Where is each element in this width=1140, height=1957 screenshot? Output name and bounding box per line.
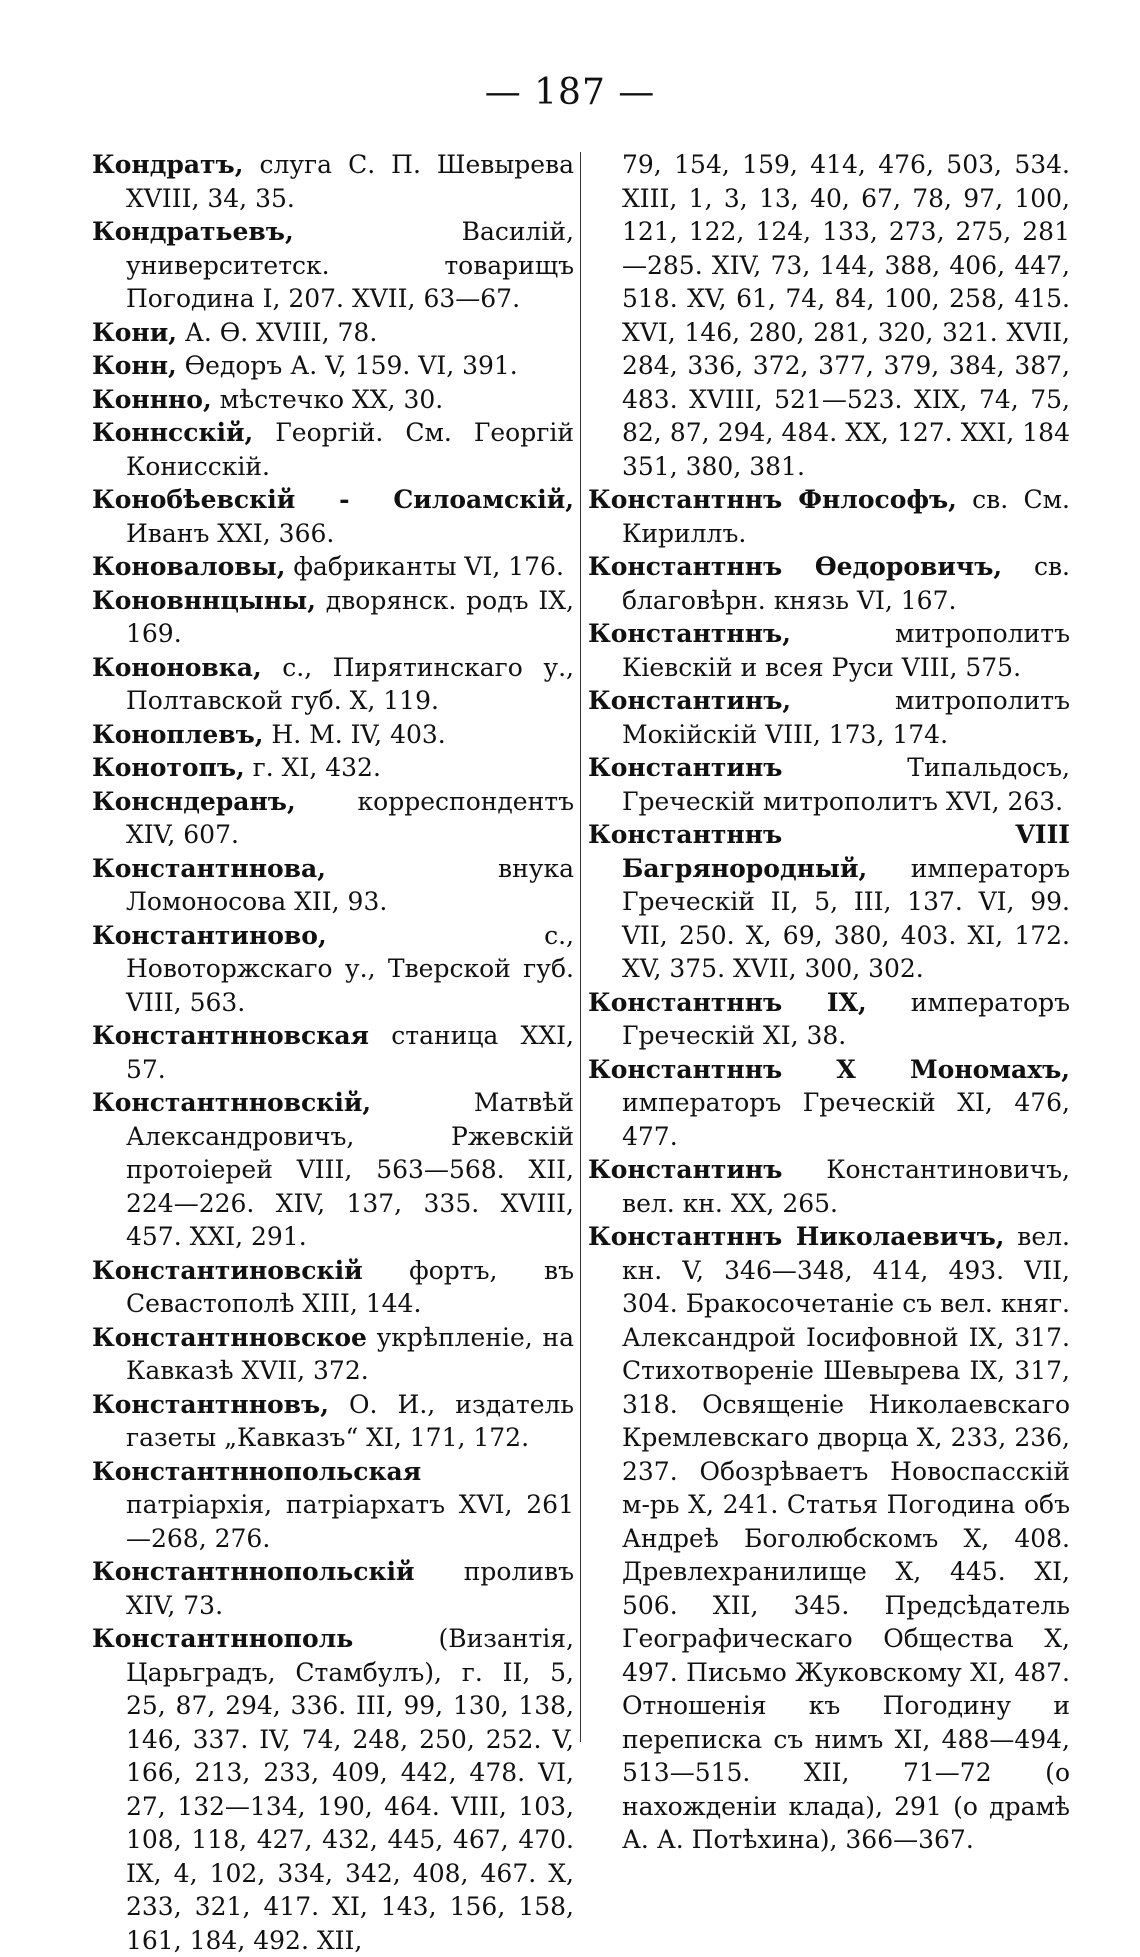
entry-heading: Константннъ IX, xyxy=(588,987,867,1017)
index-entry xyxy=(92,651,574,718)
index-entry xyxy=(588,550,1070,617)
index-entry xyxy=(92,550,574,584)
entry-text: внука Ломоносова XII, 93. xyxy=(126,853,574,916)
right-column xyxy=(588,148,1070,1857)
entry-heading: Константннова, xyxy=(92,853,326,883)
entry-text: г. XI, 432. xyxy=(244,753,381,782)
entry-heading: Константнновскій, xyxy=(92,1088,372,1117)
entry-text: проливъ XIV, 73. xyxy=(126,1557,574,1620)
entry-heading: Константнновъ, xyxy=(92,1389,329,1419)
index-entry xyxy=(92,1019,574,1086)
entry-text: Ѳедоръ А. V, 159. VI, 391. xyxy=(176,351,518,380)
entry-heading: Коннсскій, xyxy=(92,418,254,447)
index-entry xyxy=(588,1220,1070,1857)
column-divider xyxy=(580,152,581,1742)
entry-text: Константиновичъ, вел. кн. XX, 265. xyxy=(622,1155,1070,1218)
index-entry xyxy=(92,785,574,852)
entry-text: Иванъ XXI, 366. xyxy=(126,518,335,548)
entry-heading: Константннъ Николаевичъ, xyxy=(588,1222,1005,1251)
index-entry xyxy=(92,1455,574,1556)
entry-text: с., Пирятинскаго у., Полтавской губ. X, 119. xyxy=(126,652,574,715)
entry-heading: Кондратьевъ, xyxy=(92,217,294,246)
entry-text: укрѣпленіе, на Кавказѣ XVII, 372. xyxy=(126,1322,574,1385)
entry-heading: Константннъ Ѳедоровичъ, xyxy=(588,552,1003,581)
entry-text: св. См. Кириллъ. xyxy=(622,485,1070,548)
entry-text: фабриканты VI, 176. xyxy=(285,552,564,581)
index-entry xyxy=(92,316,574,350)
entry-text: с., Новоторжскаго у., Тверской губ. VIII, 563. xyxy=(126,920,574,1017)
entry-text: корреспондентъ XIV, 607. xyxy=(126,786,574,849)
entry-heading: Константннъ VIII Багрянородный, xyxy=(588,820,1070,883)
index-entry xyxy=(92,349,574,383)
entry-heading: Константнновское xyxy=(92,1322,367,1352)
index-entry xyxy=(92,148,574,215)
index-entry xyxy=(92,919,574,1020)
entry-heading: Константннъ, xyxy=(588,619,791,648)
entry-heading: Константинъ, xyxy=(588,686,792,715)
entry-heading: Кондратъ, xyxy=(92,150,244,179)
index-entry xyxy=(92,416,574,483)
index-entry xyxy=(92,215,574,316)
entry-heading: Константннъ Фнлософъ, xyxy=(588,485,957,514)
entry-text: Василій, университетск. товарищъ Погодина I, 207. XVII, 63—67. xyxy=(126,217,574,313)
entry-text: фортъ, въ Севастополѣ XIII, 144. xyxy=(126,1255,574,1318)
index-entry xyxy=(588,148,1070,483)
entry-text: патріархія, патріархатъ XVI, 261—268, 276. xyxy=(126,1490,574,1553)
index-entry xyxy=(588,1053,1070,1154)
entry-text: митрополитъ Мокійскій VIII, 173, 174. xyxy=(622,686,1070,749)
entry-text: Типальдосъ, Греческій митрополитъ XVI, 263. xyxy=(622,753,1070,816)
entry-heading: Константинъ xyxy=(588,1155,783,1184)
entry-text: Н. М. IV, 403. xyxy=(263,719,446,749)
index-entry xyxy=(92,718,574,752)
entry-heading: Кони, xyxy=(92,317,177,347)
entry-heading: Коннно, xyxy=(92,384,212,414)
index-entry xyxy=(92,1555,574,1622)
entry-heading: Конотопъ, xyxy=(92,753,245,782)
index-entry xyxy=(588,1153,1070,1220)
entry-heading: Константннъ X Мономахъ, xyxy=(588,1054,1070,1084)
entry-heading: Коноваловы, xyxy=(92,552,286,581)
entry-heading: Консндеранъ, xyxy=(92,786,296,816)
entry-heading: Константиново, xyxy=(92,920,327,950)
index-entry xyxy=(92,852,574,919)
entry-text: мѣстечко XX, 30. xyxy=(211,384,444,414)
entry-text: императоръ Греческій II, 5, III, 137. VI, 99. VII, 250. X, 69, 380, 403. XI, 172. XV, 375. XVII, 300, 302. xyxy=(622,853,1070,983)
entry-heading: Коновннцыны, xyxy=(92,585,316,615)
entry-text: императоръ Греческій XI, 476, 477. xyxy=(622,1088,1070,1151)
entry-heading: Конобѣевскій - Силоамскій, xyxy=(92,485,574,514)
index-entry xyxy=(588,751,1070,818)
index-entry xyxy=(92,584,574,651)
entry-text: О. И., издатель газеты „Кавказъ“ XI, 171, 172. xyxy=(126,1389,574,1452)
index-entry xyxy=(588,483,1070,550)
entry-heading: Коноплевъ, xyxy=(92,719,264,749)
entry-heading: Константннополь xyxy=(92,1624,354,1653)
entry-text: митрополитъ Кіевскій и всея Руси VIII, 575. xyxy=(622,619,1070,682)
entry-heading: Константннопольская xyxy=(92,1456,422,1486)
index-entry xyxy=(588,684,1070,751)
entry-heading: Константннопольскій xyxy=(92,1557,415,1586)
entry-text: слуга С. П. Шевырева XVIII, 34, 35. xyxy=(126,150,574,213)
index-entry xyxy=(92,1321,574,1388)
index-entry xyxy=(92,1388,574,1455)
entry-text: 79, 154, 159, 414, 476, 503, 534. XIII, 1, 3, 13, 40, 67, 78, 97, 100, 121, 122, 124, 133, 273, 275, 281—285. XIV, 73, 144, 388, 406, 447, 518. XV, 61, 74, 84, 100, 258, 415. XVI, 146, 280, 281, 320, 321. XVII, 284, 336, 372, 377, 379, 384, 387, 483. XVIII, 521—523. XIX, 74, 75, 82, 87, 294, 484. XX, 127. XXI, 184 351, 380, 381. xyxy=(622,150,1070,481)
entry-text: Георгій. См. Георгій Конисскій. xyxy=(126,418,574,481)
entry-text: А. Ѳ. XVIII, 78. xyxy=(176,317,378,347)
index-entry xyxy=(92,483,574,550)
left-column xyxy=(92,148,574,1957)
entry-text: станица XXI, 57. xyxy=(126,1021,574,1084)
entry-heading: Константнновская xyxy=(92,1021,370,1050)
entry-text: дворянск. родъ IX, 169. xyxy=(126,585,574,648)
index-entry xyxy=(588,617,1070,684)
index-entry xyxy=(92,383,574,417)
index-entry xyxy=(588,986,1070,1053)
entry-heading: Кононовка, xyxy=(92,652,262,682)
entry-text: императоръ Греческій XI, 38. xyxy=(622,987,1070,1050)
index-entry xyxy=(92,1254,574,1321)
entry-text: Матвѣй Александровичъ, Ржевскій протоіерей VIII, 563—568. XII, 224—226. XIV, 137, 335. XVIII, 457. XXI, 291. xyxy=(126,1088,574,1251)
entry-heading: Конн, xyxy=(92,351,177,380)
index-entry xyxy=(92,751,574,785)
entry-heading: Константинъ xyxy=(588,753,783,782)
index-entry xyxy=(92,1086,574,1254)
entry-text: (Византія, Царьградъ, Стамбулъ), г. II, 5, 25, 87, 294, 336. III, 99, 130, 138, 146, 337. IV, 74, 248, 250, 252. V, 166, 213, 233, 409, 442, 478. VI, 27, 132—134, 190, 464. VIII, 103, 108, 118, 427, 432, 445, 467, 470. IX, 4, 102, 334, 342, 408, 467. X, 233, 321, 417. XI, 143, 156, 158, 161, 184, 492. XII, xyxy=(126,1624,574,1955)
index-entry xyxy=(92,1622,574,1957)
entry-text: вел. кн. V, 346—348, 414, 493. VII, 304. Бракосочетаніе съ вел. княг. Александрой Іосифовной IX, 317. Стихотвореніе Шевырева IX, 317, 318. Освященіе Николаевскаго Кремлевскаго дворца X, 233, 236, 237. Обозрѣваетъ Новоспасскій м-рь X, 241. Статья Погодина объ Андреѣ Боголюбскомъ X, 408. Древлехранилище X, 445. XI, 506. XII, 345. Предсѣдатель Географическаго Общества X, 497. Письмо Жуковскому XI, 487. Отношенія къ Погодину и переписка съ нимъ XI, 488—494, 513—515. XII, 71—72 (о нахожденіи клада), 291 (о драмѣ А. А. Потѣхина), 366—367. xyxy=(622,1222,1070,1854)
index-entry xyxy=(588,818,1070,986)
page-number: — 187 — xyxy=(484,72,656,113)
entry-heading: Константиновскій xyxy=(92,1255,363,1285)
entry-text: св. благовѣрн. князь VI, 167. xyxy=(622,552,1070,615)
